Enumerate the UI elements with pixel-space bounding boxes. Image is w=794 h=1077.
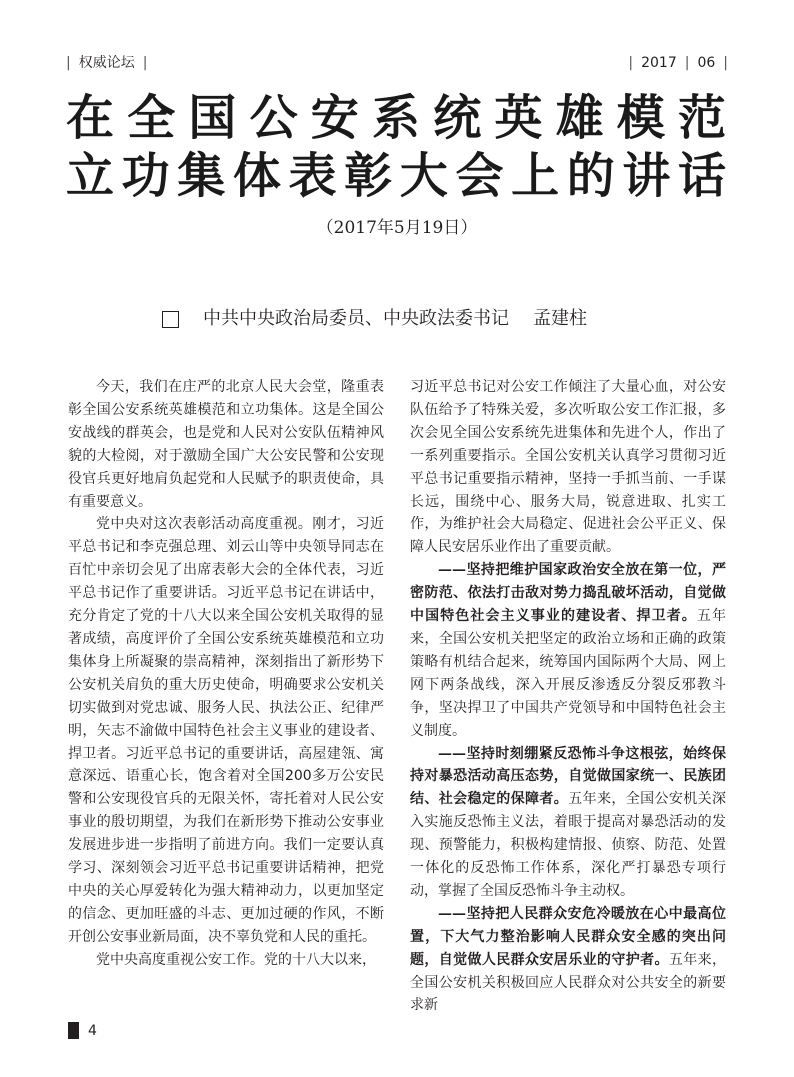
paragraph — [410, 559, 726, 742]
title-line-1: 在全国公安系统英雄模范 — [66, 90, 728, 146]
header-divider: | — [684, 55, 690, 71]
section-header — [66, 52, 147, 74]
speech-date: （2017年5月19日） — [316, 218, 478, 238]
paragraph-lead: ——坚持把维护国家政治安全放在第一位，严密防范、依法打击敌对势力捣乱破坏活动，自觉做中国特色社会主义事业的建设者、捍卫者。 — [410, 562, 726, 625]
paragraph-body: 五年来，全国公安机关深入实施反恐怖主义法，着眼于提高对暴恐活动的发现、预警能力，积极构建情报、侦察、防范、处置一体化的反恐怖工作体系，深化严打暴恐专项行动，掌握了全国反恐怖斗争主动权。 — [410, 791, 727, 899]
right-column — [410, 376, 726, 1017]
paragraph — [410, 903, 726, 1018]
issue-number: 06 — [697, 55, 716, 71]
header-divider: | — [628, 55, 634, 71]
header-divider: | — [142, 55, 148, 71]
page-number: 4 — [88, 1023, 97, 1039]
square-marker-icon — [162, 311, 179, 328]
paragraph-lead: ——坚持时刻绷紧反恐怖斗争这根弦，始终保持对暴恐活动高压态势，自觉做国家统一、民族团结、社会稳定的保障者。 — [410, 745, 726, 808]
header-divider: | — [66, 55, 71, 71]
issue-header — [628, 52, 728, 74]
paragraph: 今天，我们在庄严的北京人民大会堂，隆重表彰全国公安系统英雄模范和立功集体。这是全国公安战线的群英会，也是党和人民对公安队伍精神风貌的大检阅，对于激励全国广大公安民警和公安现役官兵更好地肩负起党和人民赋予的职责使命，具有重要意义。 — [68, 379, 384, 510]
page-marker — [68, 1022, 79, 1039]
paragraph-body: 五年来，全国公安机关把坚定的政治立场和正确的政策策略有机结合起来，统筹国内国际两个大局、网上网下两条战线，深入开展反渗透反分裂反邪教斗争，坚决捍卫了中国共产党领导和中国特色社会主义制度。 — [410, 608, 727, 739]
paragraph: 党中央高度重视公安工作。党的十八大以来， — [96, 951, 376, 968]
author-line — [162, 306, 587, 332]
paragraph-body: 五年来，全国公安机关积极回应人民群众对公共安全的新要求新 — [410, 951, 727, 1014]
paragraph-lead: ——坚持把人民群众安危冷暖放在心中最高位置，下大气力整治影响人民群众安全感的突出问题，自觉做人民群众安居乐业的守护者。 — [410, 905, 726, 968]
issue-year: 2017 — [641, 55, 677, 71]
title-line-2: 立功集体表彰大会上的讲话 — [66, 148, 728, 204]
paragraph — [410, 743, 726, 903]
header-divider: | — [723, 55, 728, 71]
paragraph: 习近平总书记对公安工作倾注了大量心血，对公安队伍给予了特殊关爱，多次听取公安工作汇报，多次会见全国公安系统先进集体和先进个人，作出了一系列重要指示。全国公安机关认真学习贯彻习近平总书记重要指示精神，坚持一手抓当前、一手谋长远，围绕中心、服务大局，锐意进取、扎实工作，为维护社会大局稳定、促进社会公平正义、保障人民安居乐业作出了重要贡献。 — [410, 379, 726, 556]
author-name: 孟建柱 — [533, 308, 587, 329]
section-label: 权威论坛 — [78, 55, 135, 71]
left-column — [68, 376, 384, 972]
paragraph: 党中央对这次表彰活动高度重视。刚才，习近平总书记和李克强总理、刘云山等中央领导同志在百忙中亲切会见了出席表彰大会的全体代表，习近平总书记作了重要讲话。习近平总书记在讲话中，充分肯定了党的十八大以来全国公安机关取得的显著成绩，高度评价了全国公安系统英雄模范和立功集体身上所凝聚的崇高精神，深刻指出了新形势下公安机关肩负的重大历史使命，明确要求公安机关切实做到对党忠诚、服务人民、执法公正、纪律严明，矢志不渝做中国特色社会主义事业的建设者、捍卫者。习近平总书记的重要讲话，高屋建瓴、寓意深远、语重心长，饱含着对全国200多万公安民警和公安现役官兵的无限关怀，寄托着对人民公安事业的殷切期望，为我们在新形势下推动公安事业发展进步进一步指明了前进方向。我们一定要认真学习、深刻领会习近平总书记重要讲话精神，把党中央的关心厚爱转化为强大精神动力，以更加坚定的信念、更加旺盛的斗志、更加过硬的作风，不断开创公安事业新局面，决不辜负党和人民的重托。 — [68, 516, 384, 945]
author-position: 中共中央政治局委员、中央政法委书记 — [203, 308, 509, 329]
